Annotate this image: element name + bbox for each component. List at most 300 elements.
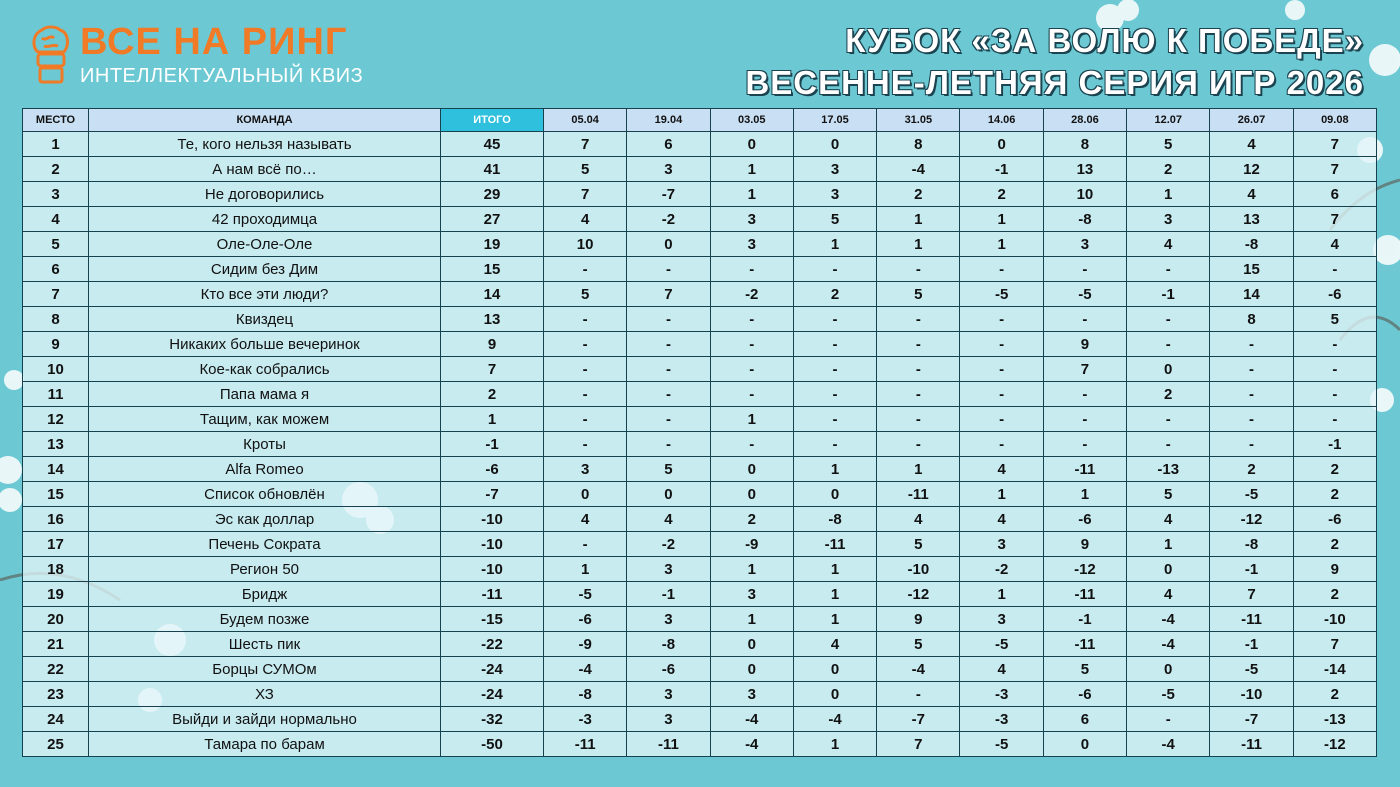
score-cell: - <box>710 357 793 382</box>
place-cell: 19 <box>23 582 89 607</box>
score-cell: 0 <box>793 482 876 507</box>
team-name-cell: Тамара по барам <box>89 732 441 757</box>
score-cell: - <box>1210 332 1293 357</box>
score-cell: 7 <box>1293 632 1376 657</box>
score-cell: - <box>960 257 1043 282</box>
score-cell: 4 <box>1127 507 1210 532</box>
table-row <box>23 432 1377 457</box>
score-cell: - <box>1127 257 1210 282</box>
score-cell: 4 <box>793 632 876 657</box>
place-cell: 15 <box>23 482 89 507</box>
score-cell: 7 <box>1210 582 1293 607</box>
score-cell: 0 <box>627 232 710 257</box>
score-cell: 3 <box>627 707 710 732</box>
score-cell: -11 <box>627 732 710 757</box>
score-cell: - <box>710 382 793 407</box>
score-cell: 1 <box>710 157 793 182</box>
score-cell: 7 <box>1293 207 1376 232</box>
score-cell: 3 <box>710 232 793 257</box>
total-cell: -6 <box>441 457 544 482</box>
score-cell: 0 <box>710 657 793 682</box>
score-cell: 0 <box>710 457 793 482</box>
table-row <box>23 482 1377 507</box>
score-cell: 4 <box>877 507 960 532</box>
score-cell: -8 <box>627 632 710 657</box>
score-cell: 2 <box>1293 532 1376 557</box>
total-cell: 45 <box>441 132 544 157</box>
score-cell: - <box>1293 407 1376 432</box>
total-cell: -11 <box>441 582 544 607</box>
score-cell: -2 <box>627 207 710 232</box>
score-cell: 4 <box>960 657 1043 682</box>
place-cell: 11 <box>23 382 89 407</box>
header-date: 28.06 <box>1043 109 1126 132</box>
table-row <box>23 207 1377 232</box>
score-cell: -4 <box>710 707 793 732</box>
score-cell: 1 <box>793 582 876 607</box>
score-cell: 10 <box>544 232 627 257</box>
score-cell: -1 <box>960 157 1043 182</box>
table-row <box>23 582 1377 607</box>
score-cell: -4 <box>710 732 793 757</box>
score-cell: -8 <box>1210 532 1293 557</box>
score-cell: - <box>544 407 627 432</box>
score-cell: - <box>1127 432 1210 457</box>
place-cell: 24 <box>23 707 89 732</box>
header-date: 19.04 <box>627 109 710 132</box>
score-cell: 1 <box>877 457 960 482</box>
score-cell: 1 <box>544 557 627 582</box>
header-date: 14.06 <box>960 109 1043 132</box>
score-cell: 2 <box>877 182 960 207</box>
place-cell: 12 <box>23 407 89 432</box>
score-cell: - <box>960 432 1043 457</box>
score-cell: -5 <box>544 582 627 607</box>
score-cell: 7 <box>544 182 627 207</box>
header-date: 03.05 <box>710 109 793 132</box>
score-cell: -13 <box>1127 457 1210 482</box>
score-cell: -6 <box>544 607 627 632</box>
team-name-cell: Бридж <box>89 582 441 607</box>
score-cell: 1 <box>793 557 876 582</box>
score-cell: 1 <box>793 457 876 482</box>
score-cell: -4 <box>1127 732 1210 757</box>
team-name-cell: Кроты <box>89 432 441 457</box>
score-cell: 0 <box>793 682 876 707</box>
place-cell: 14 <box>23 457 89 482</box>
place-cell: 22 <box>23 657 89 682</box>
score-cell: - <box>627 407 710 432</box>
score-cell: 3 <box>793 157 876 182</box>
place-cell: 9 <box>23 332 89 357</box>
brand-logo <box>28 22 363 88</box>
score-cell: 5 <box>877 532 960 557</box>
score-cell: 7 <box>627 282 710 307</box>
place-cell: 2 <box>23 157 89 182</box>
score-cell: 10 <box>1043 182 1126 207</box>
table-row <box>23 507 1377 532</box>
score-cell: 2 <box>1293 482 1376 507</box>
table-row <box>23 557 1377 582</box>
place-cell: 21 <box>23 632 89 657</box>
team-name-cell: Не договорились <box>89 182 441 207</box>
header-place: МЕСТО <box>23 109 89 132</box>
score-cell: 1 <box>960 232 1043 257</box>
score-cell: -10 <box>877 557 960 582</box>
table-row <box>23 457 1377 482</box>
table-row <box>23 407 1377 432</box>
score-cell: - <box>1127 407 1210 432</box>
score-cell: - <box>1293 332 1376 357</box>
score-cell: - <box>544 532 627 557</box>
score-cell: 1 <box>710 407 793 432</box>
score-cell: -11 <box>877 482 960 507</box>
score-cell: -4 <box>1127 632 1210 657</box>
headline-line-1: КУБОК «ЗА ВОЛЮ К ПОБЕДЕ» <box>845 22 1364 59</box>
score-cell: 0 <box>627 482 710 507</box>
score-cell: 9 <box>1043 532 1126 557</box>
score-cell: 3 <box>627 682 710 707</box>
score-cell: -3 <box>544 707 627 732</box>
score-cell: 4 <box>544 207 627 232</box>
score-cell: -11 <box>1210 607 1293 632</box>
place-cell: 20 <box>23 607 89 632</box>
score-cell: 5 <box>877 282 960 307</box>
score-cell: - <box>627 257 710 282</box>
score-cell: 3 <box>1127 207 1210 232</box>
table-row <box>23 607 1377 632</box>
score-cell: - <box>544 307 627 332</box>
place-cell: 16 <box>23 507 89 532</box>
header-date: 12.07 <box>1127 109 1210 132</box>
score-cell: 1 <box>710 182 793 207</box>
total-cell: -10 <box>441 507 544 532</box>
score-cell: -10 <box>1210 682 1293 707</box>
score-cell: 2 <box>1293 457 1376 482</box>
score-cell: - <box>544 382 627 407</box>
score-cell: - <box>1210 382 1293 407</box>
total-cell: 29 <box>441 182 544 207</box>
header-date: 05.04 <box>544 109 627 132</box>
score-cell: -11 <box>1210 732 1293 757</box>
score-cell: 3 <box>1043 232 1126 257</box>
score-cell: 2 <box>1210 457 1293 482</box>
score-cell: 7 <box>877 732 960 757</box>
score-cell: -2 <box>627 532 710 557</box>
score-cell: 6 <box>627 132 710 157</box>
score-cell: 0 <box>710 482 793 507</box>
team-name-cell: Борцы СУМОм <box>89 657 441 682</box>
total-cell: -15 <box>441 607 544 632</box>
score-cell: 1 <box>960 582 1043 607</box>
table-row <box>23 332 1377 357</box>
score-cell: 13 <box>1043 157 1126 182</box>
score-cell: -3 <box>960 682 1043 707</box>
place-cell: 6 <box>23 257 89 282</box>
score-cell: - <box>627 357 710 382</box>
header-date: 31.05 <box>877 109 960 132</box>
score-cell: -1 <box>1210 557 1293 582</box>
score-cell: 0 <box>544 482 627 507</box>
score-cell: -4 <box>877 657 960 682</box>
score-cell: - <box>793 332 876 357</box>
team-name-cell: 42 проходимца <box>89 207 441 232</box>
score-cell: -13 <box>1293 707 1376 732</box>
score-cell: -5 <box>1210 657 1293 682</box>
score-cell: - <box>544 332 627 357</box>
place-cell: 18 <box>23 557 89 582</box>
table-body <box>23 132 1377 757</box>
score-cell: -2 <box>710 282 793 307</box>
place-cell: 13 <box>23 432 89 457</box>
team-name-cell: А нам всё по… <box>89 157 441 182</box>
score-cell: -10 <box>1293 607 1376 632</box>
total-cell: -32 <box>441 707 544 732</box>
header-row <box>23 109 1377 132</box>
score-cell: 6 <box>1043 707 1126 732</box>
score-cell: 1 <box>877 207 960 232</box>
score-cell: -6 <box>1043 682 1126 707</box>
score-cell: -7 <box>627 182 710 207</box>
score-cell: 2 <box>793 282 876 307</box>
score-cell: 14 <box>1210 282 1293 307</box>
score-cell: 0 <box>1127 357 1210 382</box>
score-cell: 7 <box>1293 132 1376 157</box>
score-cell: -5 <box>960 632 1043 657</box>
score-cell: 1 <box>960 482 1043 507</box>
score-cell: 3 <box>960 607 1043 632</box>
place-cell: 5 <box>23 232 89 257</box>
score-cell: - <box>793 257 876 282</box>
score-cell: -14 <box>1293 657 1376 682</box>
score-cell: - <box>793 432 876 457</box>
team-name-cell: Список обновлён <box>89 482 441 507</box>
score-cell: 0 <box>710 632 793 657</box>
score-cell: - <box>793 357 876 382</box>
table-row <box>23 157 1377 182</box>
score-cell: 0 <box>1127 557 1210 582</box>
team-name-cell: Выйди и зайди нормально <box>89 707 441 732</box>
score-cell: - <box>710 307 793 332</box>
score-cell: 6 <box>1293 182 1376 207</box>
team-name-cell: Оле-Оле-Оле <box>89 232 441 257</box>
place-cell: 4 <box>23 207 89 232</box>
score-cell: 4 <box>1210 132 1293 157</box>
score-cell: -1 <box>1293 432 1376 457</box>
score-cell: - <box>960 357 1043 382</box>
team-name-cell: Квиздец <box>89 307 441 332</box>
score-cell: 1 <box>793 607 876 632</box>
place-cell: 23 <box>23 682 89 707</box>
team-name-cell: Будем позже <box>89 607 441 632</box>
total-cell: 7 <box>441 357 544 382</box>
score-cell: 2 <box>1127 382 1210 407</box>
table-row <box>23 132 1377 157</box>
score-cell: 3 <box>710 207 793 232</box>
score-cell: - <box>960 307 1043 332</box>
score-cell: - <box>877 432 960 457</box>
score-cell: - <box>877 257 960 282</box>
score-cell: - <box>877 357 960 382</box>
total-cell: -7 <box>441 482 544 507</box>
table-row <box>23 382 1377 407</box>
score-cell: 2 <box>960 182 1043 207</box>
score-cell: -3 <box>960 707 1043 732</box>
score-cell: - <box>1043 432 1126 457</box>
score-cell: -4 <box>1127 607 1210 632</box>
score-cell: -6 <box>1293 282 1376 307</box>
score-cell: 9 <box>877 607 960 632</box>
table-row <box>23 282 1377 307</box>
score-cell: -12 <box>877 582 960 607</box>
header-date: 17.05 <box>793 109 876 132</box>
score-cell: - <box>877 407 960 432</box>
score-cell: 0 <box>960 132 1043 157</box>
score-cell: -4 <box>544 657 627 682</box>
table-row <box>23 532 1377 557</box>
score-cell: 9 <box>1293 557 1376 582</box>
total-cell: -1 <box>441 432 544 457</box>
score-cell: - <box>1127 332 1210 357</box>
score-cell: -12 <box>1210 507 1293 532</box>
score-cell: 4 <box>1127 582 1210 607</box>
score-cell: -5 <box>960 282 1043 307</box>
score-cell: - <box>1210 407 1293 432</box>
place-cell: 7 <box>23 282 89 307</box>
score-cell: - <box>710 257 793 282</box>
score-cell: -9 <box>544 632 627 657</box>
score-cell: 12 <box>1210 157 1293 182</box>
score-cell: - <box>1043 307 1126 332</box>
score-cell: 8 <box>1210 307 1293 332</box>
table-row <box>23 357 1377 382</box>
score-cell: - <box>793 307 876 332</box>
score-cell: - <box>544 432 627 457</box>
score-cell: - <box>627 382 710 407</box>
score-cell: -8 <box>544 682 627 707</box>
score-cell: - <box>1127 307 1210 332</box>
place-cell: 17 <box>23 532 89 557</box>
score-cell: -2 <box>960 557 1043 582</box>
score-cell: 2 <box>1293 682 1376 707</box>
place-cell: 3 <box>23 182 89 207</box>
score-cell: - <box>1210 357 1293 382</box>
team-name-cell: Кто все эти люди? <box>89 282 441 307</box>
total-cell: -50 <box>441 732 544 757</box>
score-cell: 0 <box>793 132 876 157</box>
score-cell: -11 <box>1043 457 1126 482</box>
score-cell: - <box>1293 357 1376 382</box>
score-cell: -8 <box>1043 207 1126 232</box>
score-cell: -1 <box>1043 607 1126 632</box>
total-cell: 1 <box>441 407 544 432</box>
score-cell: 7 <box>1293 157 1376 182</box>
score-cell: 1 <box>960 207 1043 232</box>
score-cell: - <box>793 407 876 432</box>
score-cell: -7 <box>877 707 960 732</box>
total-cell: 41 <box>441 157 544 182</box>
score-cell: - <box>1210 432 1293 457</box>
table-row <box>23 257 1377 282</box>
total-cell: -22 <box>441 632 544 657</box>
score-cell: - <box>627 307 710 332</box>
team-name-cell: Кое-как собрались <box>89 357 441 382</box>
score-cell: 1 <box>1127 182 1210 207</box>
score-cell: - <box>877 307 960 332</box>
place-cell: 8 <box>23 307 89 332</box>
table-row <box>23 182 1377 207</box>
score-cell: - <box>1293 257 1376 282</box>
total-cell: 19 <box>441 232 544 257</box>
table-row <box>23 682 1377 707</box>
team-name-cell: Регион 50 <box>89 557 441 582</box>
table-row <box>23 707 1377 732</box>
total-cell: 2 <box>441 382 544 407</box>
score-cell: 3 <box>627 607 710 632</box>
score-cell: -7 <box>1210 707 1293 732</box>
score-cell: -11 <box>793 532 876 557</box>
score-cell: 4 <box>544 507 627 532</box>
score-cell: -9 <box>710 532 793 557</box>
score-cell: 4 <box>1210 182 1293 207</box>
score-cell: 5 <box>1043 657 1126 682</box>
score-cell: 4 <box>1293 232 1376 257</box>
score-cell: -1 <box>627 582 710 607</box>
score-cell: -1 <box>1127 282 1210 307</box>
brand-subtitle: ИНТЕЛЛЕКТУАЛЬНЫЙ КВИЗ <box>80 65 364 87</box>
header-date: 26.07 <box>1210 109 1293 132</box>
team-name-cell: Папа мама я <box>89 382 441 407</box>
score-cell: -5 <box>1043 282 1126 307</box>
score-cell: -8 <box>793 507 876 532</box>
boxing-glove-brain-icon <box>28 24 72 86</box>
score-cell: 2 <box>1293 582 1376 607</box>
score-cell: 1 <box>1043 482 1126 507</box>
score-cell: 4 <box>960 457 1043 482</box>
score-cell: 3 <box>627 157 710 182</box>
score-cell: - <box>710 332 793 357</box>
headline-line-2: ВЕСЕННЕ-ЛЕТНЯЯ СЕРИЯ ИГР 2026 <box>745 64 1364 101</box>
score-cell: 0 <box>710 132 793 157</box>
total-cell: 27 <box>441 207 544 232</box>
score-cell: 13 <box>1210 207 1293 232</box>
team-name-cell: ХЗ <box>89 682 441 707</box>
score-cell: 1 <box>793 232 876 257</box>
standings-table <box>22 108 1377 757</box>
header-total: ИТОГО <box>441 109 544 132</box>
score-cell: -6 <box>1043 507 1126 532</box>
score-cell: - <box>1293 382 1376 407</box>
score-cell: - <box>877 332 960 357</box>
team-name-cell: Шесть пик <box>89 632 441 657</box>
score-cell: 8 <box>877 132 960 157</box>
team-name-cell: Те, кого нельзя называть <box>89 132 441 157</box>
score-cell: 1 <box>1127 532 1210 557</box>
table-row <box>23 732 1377 757</box>
team-name-cell: Сидим без Дим <box>89 257 441 282</box>
score-cell: 5 <box>877 632 960 657</box>
place-cell: 1 <box>23 132 89 157</box>
score-cell: 4 <box>627 507 710 532</box>
score-cell: 1 <box>710 607 793 632</box>
score-cell: 2 <box>1127 157 1210 182</box>
score-cell: 0 <box>1043 732 1126 757</box>
score-cell: - <box>710 432 793 457</box>
table-row <box>23 632 1377 657</box>
score-cell: -11 <box>544 732 627 757</box>
score-cell: 1 <box>877 232 960 257</box>
total-cell: 13 <box>441 307 544 332</box>
